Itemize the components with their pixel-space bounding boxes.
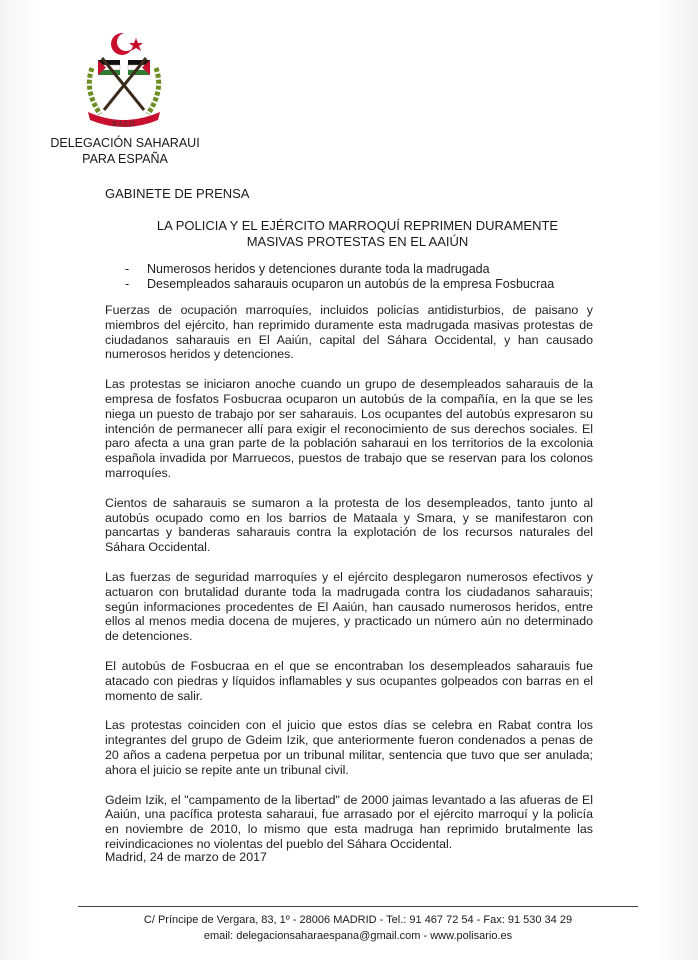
list-item [125,277,625,292]
paragraph: Gdeim Izik, el "campamento de la libertad" de 2000 jaimas levantado a las afueras de El Aaiún, una pacífica protesta saharaui, fue arrasado por el ejército marroquí y la policía en noviembre de 2010, lo mismo que esta madruga han reprimido brutalmente las reivindicaciones no violentas del pueblo del Sáhara Occidental. [105,792,593,851]
logo-caption: R.A.S.D. [111,120,137,128]
headline-line-1: LA POLICIA Y EL EJÉRCITO MARROQUÍ REPRIMEN DURAMENTE [156,218,559,233]
article-body [105,303,593,867]
paragraph: Fuerzas de ocupación marroquíes, incluidos policías antidisturbios, de paisano y miembros del ejército, han reprimido duramente esta madrugada masivas protestas de ciudadanos saharauis en El Aaiún, capital del Sáhara Occidental, y han causado numerosos heridos y detenciones. [105,303,593,362]
footer-contact[interactable]: email: delegacionsaharaespana@gmail.com - www.polisario.es [203,930,513,942]
org-line-2: PARA ESPAÑA [82,152,168,166]
sahrawi-emblem-icon [78,28,170,132]
paragraph: Las protestas se iniciaron anoche cuando un grupo de desempleados saharauis de la empresa de fosfatos Fosbucraa ocuparon un autobús de la compañía, en la que se les niega un puesto de trabajo por ser saharauis. Los ocupantes del autobús expresaron su intención de permanecer allí para exigir el reconocimiento de sus derechos sociales. El paro afecta a una gran parte de la población saharaui en los territorios de la excolonia española invadida por Marruecos, puestos de trabajo que se reservan para los colonos marroquíes. [105,377,593,480]
paragraph: El autobús de Fosbucraa en el que se encontraban los desempleados saharauis fue atacado con piedras y líquidos inflamables y sus ocupantes golpeados con barras en el momento de salir. [105,658,593,703]
bullet-dash: - [125,262,130,276]
headline-line-2: MASIVAS PROTESTAS EN EL AAIÚN [246,234,469,249]
bullet-text: Desempleados saharauis ocuparon un autobús de la empresa Fosbucraa [147,277,555,291]
paragraph: Las fuerzas de seguridad marroquíes y el ejército desplegaron numerosos efectivos y actuaron con brutalidad durante toda la madrugada contra los ciudadanos saharauis; según informaciones procedentes de El Aaiún, han causado numerosos heridos, entre ellos al menos media docena de mujeres, y practicado un número aún no determinado de detenciones. [105,569,593,644]
paragraph: Cientos de saharauis se sumaron a la protesta de los desempleados, tanto junto al autobús ocupado como en los barrios de Mataala y Smara, y se manifestaron con pancartas y banderas saharauis contra la explotación de los recursos naturales del Sáhara Occidental. [105,495,593,555]
summary-bullets [125,262,625,292]
bullet-dash: - [125,277,130,291]
date-place: Madrid, 24 de marzo de 2017 [105,850,267,864]
organization-name [40,135,210,167]
headline [105,218,610,250]
press-office-label: GABINETE DE PRENSA [105,186,250,201]
bullet-text: Numerosos heridos y detenciones durante toda la madrugada [147,262,490,276]
org-line-1: DELEGACIÓN SAHARAUI [50,136,200,150]
list-item [125,262,625,277]
footer-divider [78,906,638,907]
paragraph: Las protestas coinciden con el juicio que estos días se celebra en Rabat contra los integrantes del grupo de Gdeim Izik, que anteriormente fueron condenados a penas de 20 años a cadena perpetua por un tribunal militar, sentencia que tuvo que ser anulada; ahora el juicio se repite ante un tribunal civil. [105,718,593,777]
footer [78,912,638,944]
footer-address: C/ Príncipe de Vergara, 83, 1º - 28006 MADRID - Tel.: 91 467 72 54 - Fax: 91 530 34 29 [143,914,573,926]
